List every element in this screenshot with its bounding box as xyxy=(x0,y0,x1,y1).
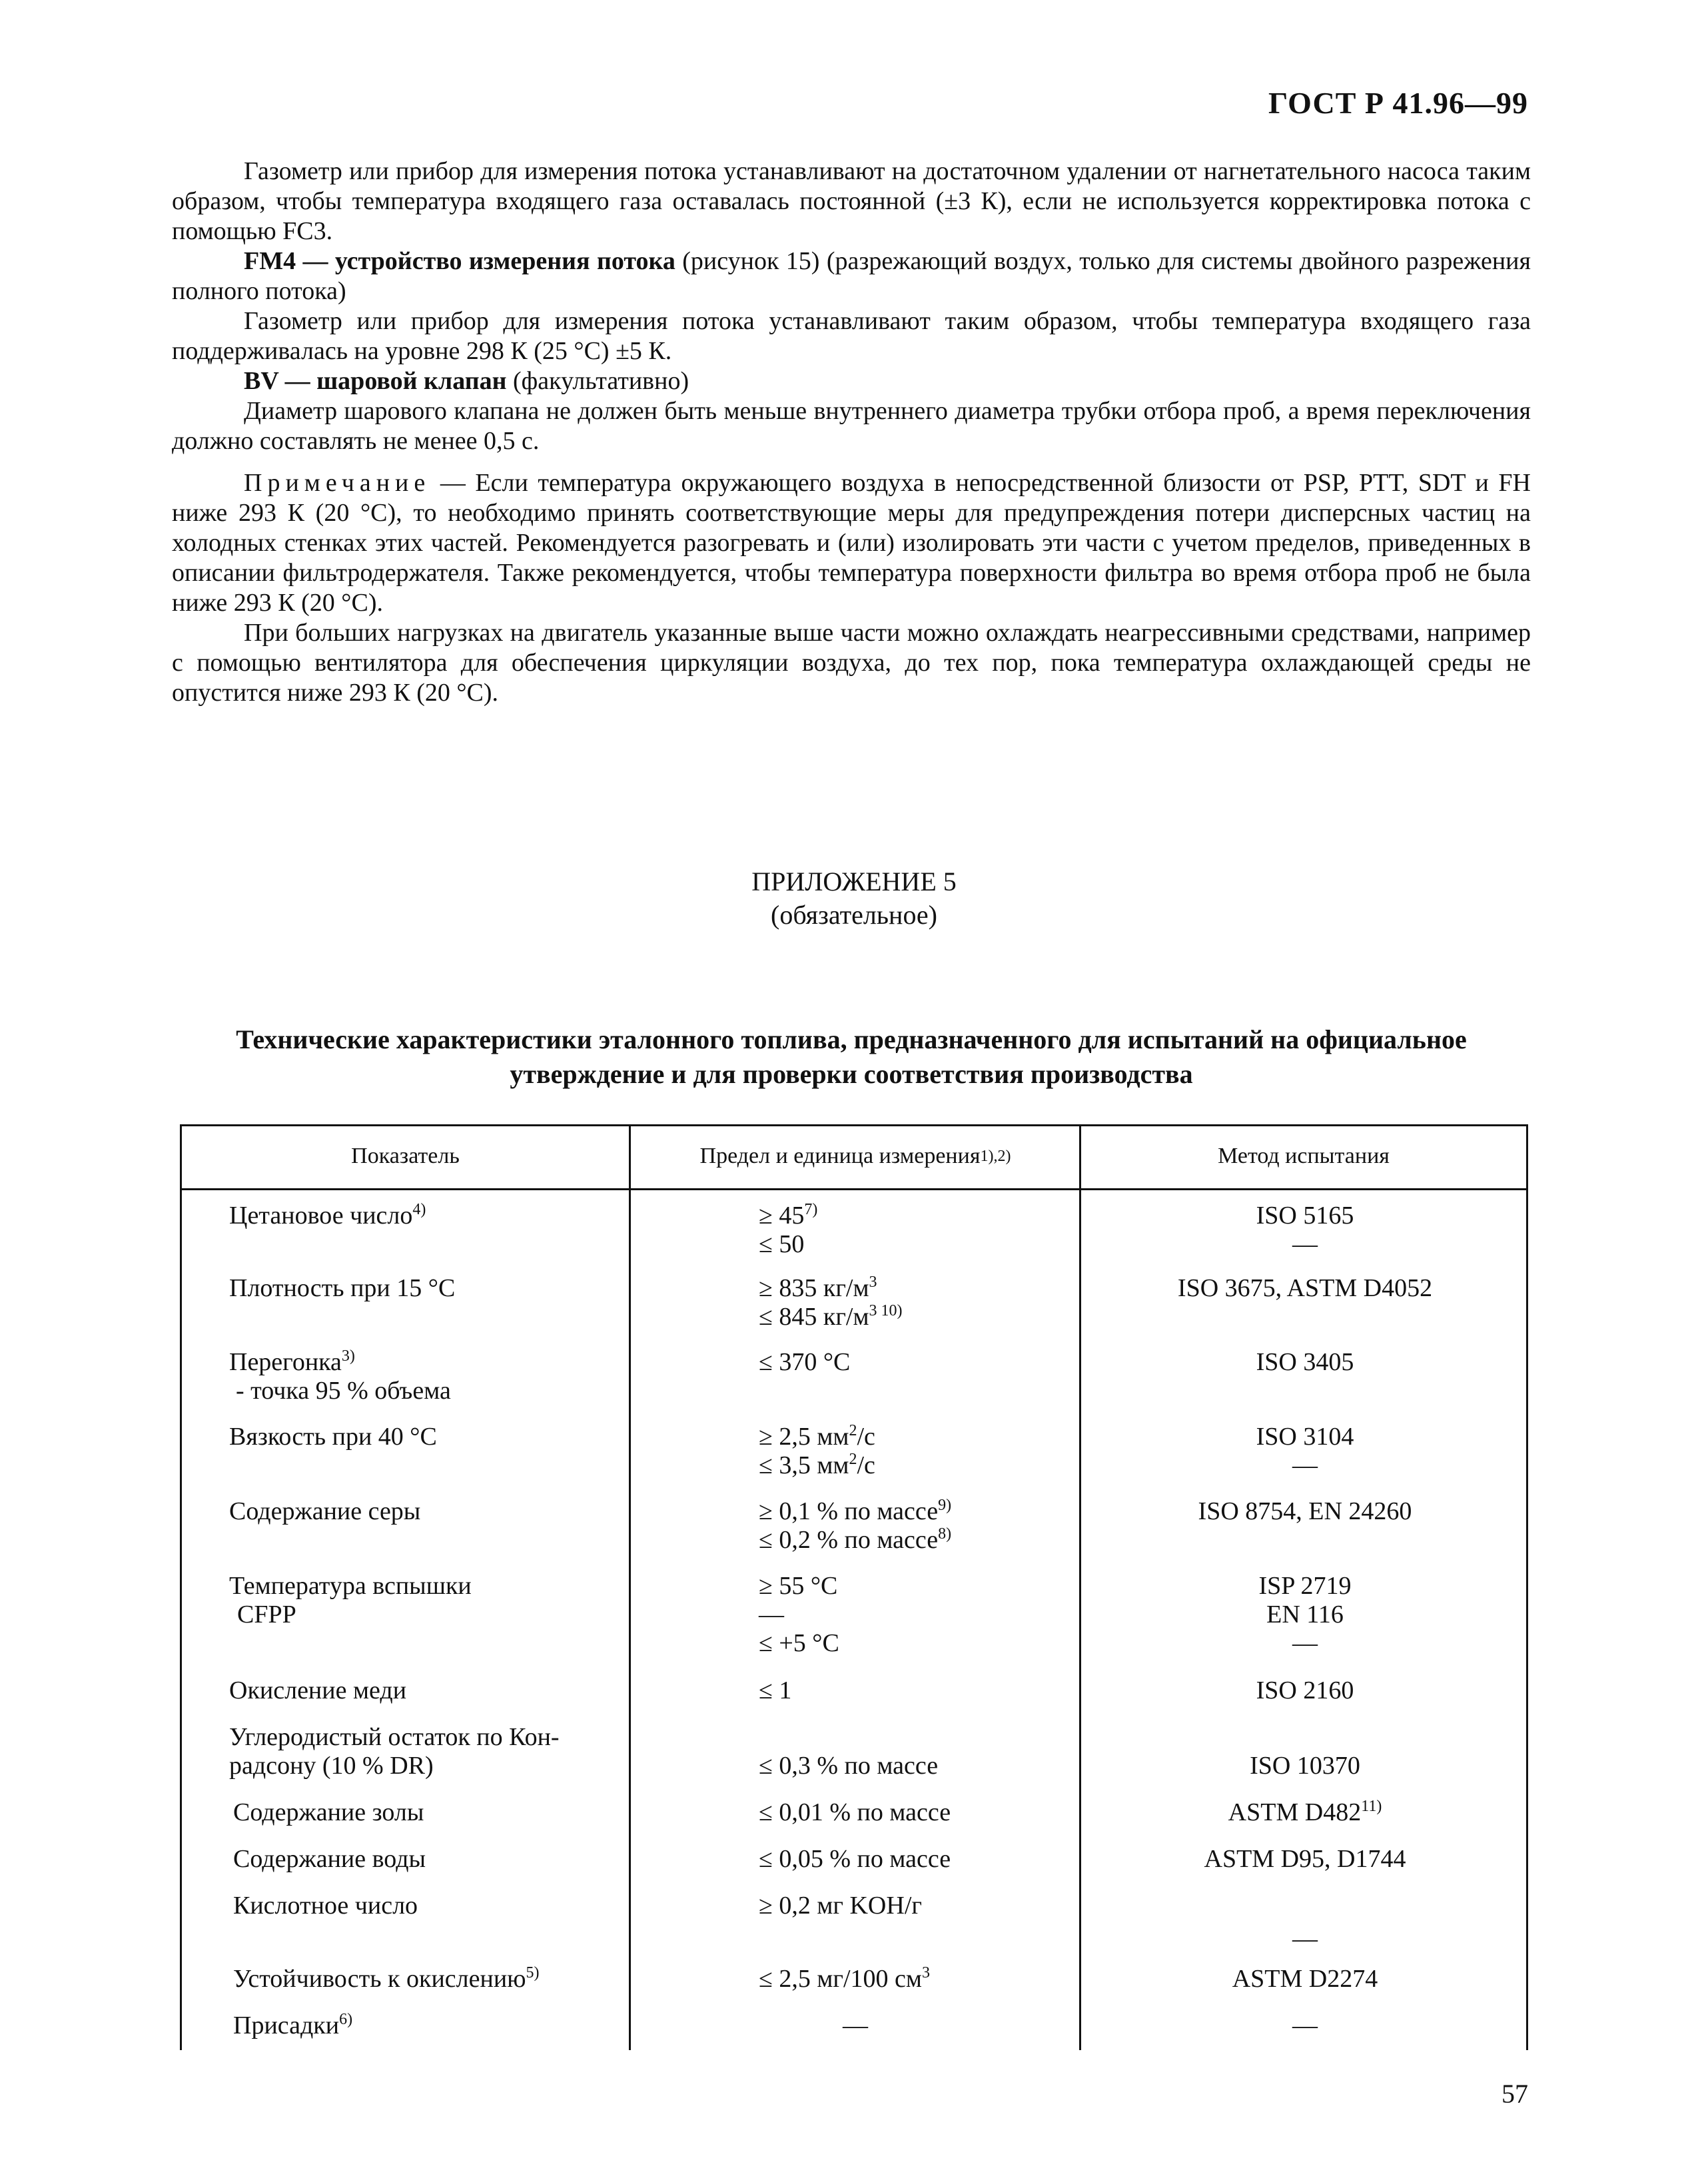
note-paragraph: Примечание — Если температура окружающего воздуха в непосредственной близости от PSP, PTT, SDT и FH ниже 293 К (20 °С), то необходимо принять соответствующие меры для предупреждения потери дисперсных частиц на холодных стенках этих частей. Рекомендуется разогревать и (или) изолировать эти части с учетом пределов, приведенных в описании фильтродержателя. Также рекомендуется, чтобы температура поверхности фильтра во время отбора проб не была ниже 293 К (20 °С). xyxy=(172,469,1531,617)
table-row-method: ISO 3405 xyxy=(1256,1348,1354,1376)
table-row-method: ISO 5165 — xyxy=(1256,1202,1354,1258)
table-row-limit: — xyxy=(843,2011,868,2039)
table-row-method: ASTM D95, D1744 xyxy=(1204,1845,1406,1873)
header-limit: Предел и единица измерения 1),2) xyxy=(699,1144,1011,1168)
table-row-param: Кислотное число xyxy=(233,1892,418,1920)
header-method: Метод испытания xyxy=(1218,1144,1390,1168)
table-row-limit: ≥ 0,1 % по массе$^{9)}$ ≤ 0,2 % по массе$^{8)}$ xyxy=(759,1497,952,1554)
table-row-limit: ≤ 1 xyxy=(759,1676,792,1704)
paragraph: Диаметр шарового клапана не должен быть меньше внутреннего диаметра трубки отбора проб, а время переключения должно составлять не менее 0,5 с. xyxy=(172,397,1531,455)
table-row-limit: ≥ 835 $кг/м^3$ ≤ 845 $кг/м^{3 10)}$ xyxy=(759,1273,903,1331)
table-row-param: Температура вспышки CFPP xyxy=(229,1572,472,1629)
table-row-method: ASTM D482$^{11)}$ xyxy=(1228,1798,1382,1826)
table-row-param: Цетановое число$^{4)}$ xyxy=(229,1201,426,1230)
table-row-limit: ≥ 0,2 мг KOH/г xyxy=(759,1892,922,1920)
table-row-limit: ≤ 0,3 % по массе xyxy=(759,1752,939,1780)
body-text xyxy=(172,157,1531,708)
table-row-method: — xyxy=(1292,1925,1318,1953)
table-row-method: — xyxy=(1292,2011,1318,2039)
table-row-method: ISO 3675, ASTM D4052 xyxy=(1177,1274,1433,1302)
table-row-limit: ≥ 2,5 $мм^2/с$ ≤ 3,5 $мм^2/с$ xyxy=(759,1422,875,1479)
appendix-subtitle: (обязательное) xyxy=(771,900,937,930)
header-param: Показатель xyxy=(351,1144,460,1168)
table-row-param: Содержание серы xyxy=(229,1497,421,1525)
paragraph: Газометр или прибор для измерения потока устанавливают на достаточном удалении от нагнетательного насоса таким образом, чтобы температура входящего газа оставалась постоянной (±3 К), если не используется корректировка потока с помощью FC3. xyxy=(172,157,1531,245)
table-row-limit: ≤ 2,5 мг/100 $см^3$ xyxy=(759,1964,930,1993)
table-row-param: Присадки$^{6)}$ xyxy=(233,2011,353,2039)
table-col-divider xyxy=(629,1124,631,2050)
table-row-param: Устойчивость к окислению$^{5)}$ xyxy=(233,1964,540,1993)
paragraph: BV — шаровой клапан (факультативно) xyxy=(244,367,689,395)
table-row-limit: ≥ 55 °С — ≤ +5 °С xyxy=(759,1572,839,1657)
table-row-param: Плотность при 15 °С xyxy=(229,1274,456,1302)
table-row-param: Содержание воды xyxy=(233,1845,426,1873)
paragraph: Газометр или прибор для измерения потока устанавливают таким образом, чтобы температура входящего газа поддерживалась на уровне 298 К (25 °С) ±5 К. xyxy=(172,307,1531,365)
table-row-param: Перегонка$^{3)}$ - точка 95 % объема xyxy=(229,1347,451,1405)
table-row-param: Содержание золы xyxy=(233,1798,424,1826)
paragraph: При больших нагрузках на двигатель указанные выше части можно охлаждать неагрессивными средствами, например с помощью вентилятора для обеспечения циркуляции воздуха, до тех пор, пока температура охлаждающей среды не опустится ниже 293 К (20 °С). xyxy=(172,619,1531,707)
table-row-limit: ≤ 0,05 % по массе xyxy=(759,1845,951,1873)
table-row-limit: ≤ 0,01 % по массе xyxy=(759,1798,951,1826)
appendix-title: ПРИЛОЖЕНИЕ 5 xyxy=(751,867,957,897)
table-row-method: ISO 3104 — xyxy=(1256,1423,1354,1479)
table-row-param: Углеродистый остаток по Кон- радсону (10 % DR) xyxy=(229,1723,560,1780)
table-title: Технические характеристики эталонного топлива, предназначенного для испытаний на официальное утверждение и для проверки соответствия производства xyxy=(236,1024,1467,1089)
table-header-border xyxy=(180,1188,1528,1190)
table-row-param: Вязкость при 40 °С xyxy=(229,1423,437,1451)
table-row-method: ISO 2160 xyxy=(1256,1676,1354,1704)
document-code: ГОСТ Р 41.96—99 xyxy=(1268,86,1528,120)
table-row-limit: ≥ $45^{7)}$ ≤ 50 xyxy=(759,1201,818,1258)
table-left-border xyxy=(180,1124,182,2050)
table-row-limit: ≤ 370 °С xyxy=(759,1348,851,1376)
paragraph: FM4 — устройство измерения потока (рисунок 15) (разрежающий воздух, только для системы двойного разрежения полного потока) xyxy=(172,247,1531,305)
table-row-method: ISO 8754, EN 24260 xyxy=(1198,1497,1412,1525)
table-row-method: ISO 10370 xyxy=(1250,1752,1360,1780)
table-row-method: ASTM D2274 xyxy=(1232,1965,1378,1993)
table-row-method: ISP 2719 EN 116 — xyxy=(1258,1572,1352,1657)
table-row-param: Окисление меди xyxy=(229,1676,407,1704)
page-number: 57 xyxy=(1501,2079,1528,2109)
